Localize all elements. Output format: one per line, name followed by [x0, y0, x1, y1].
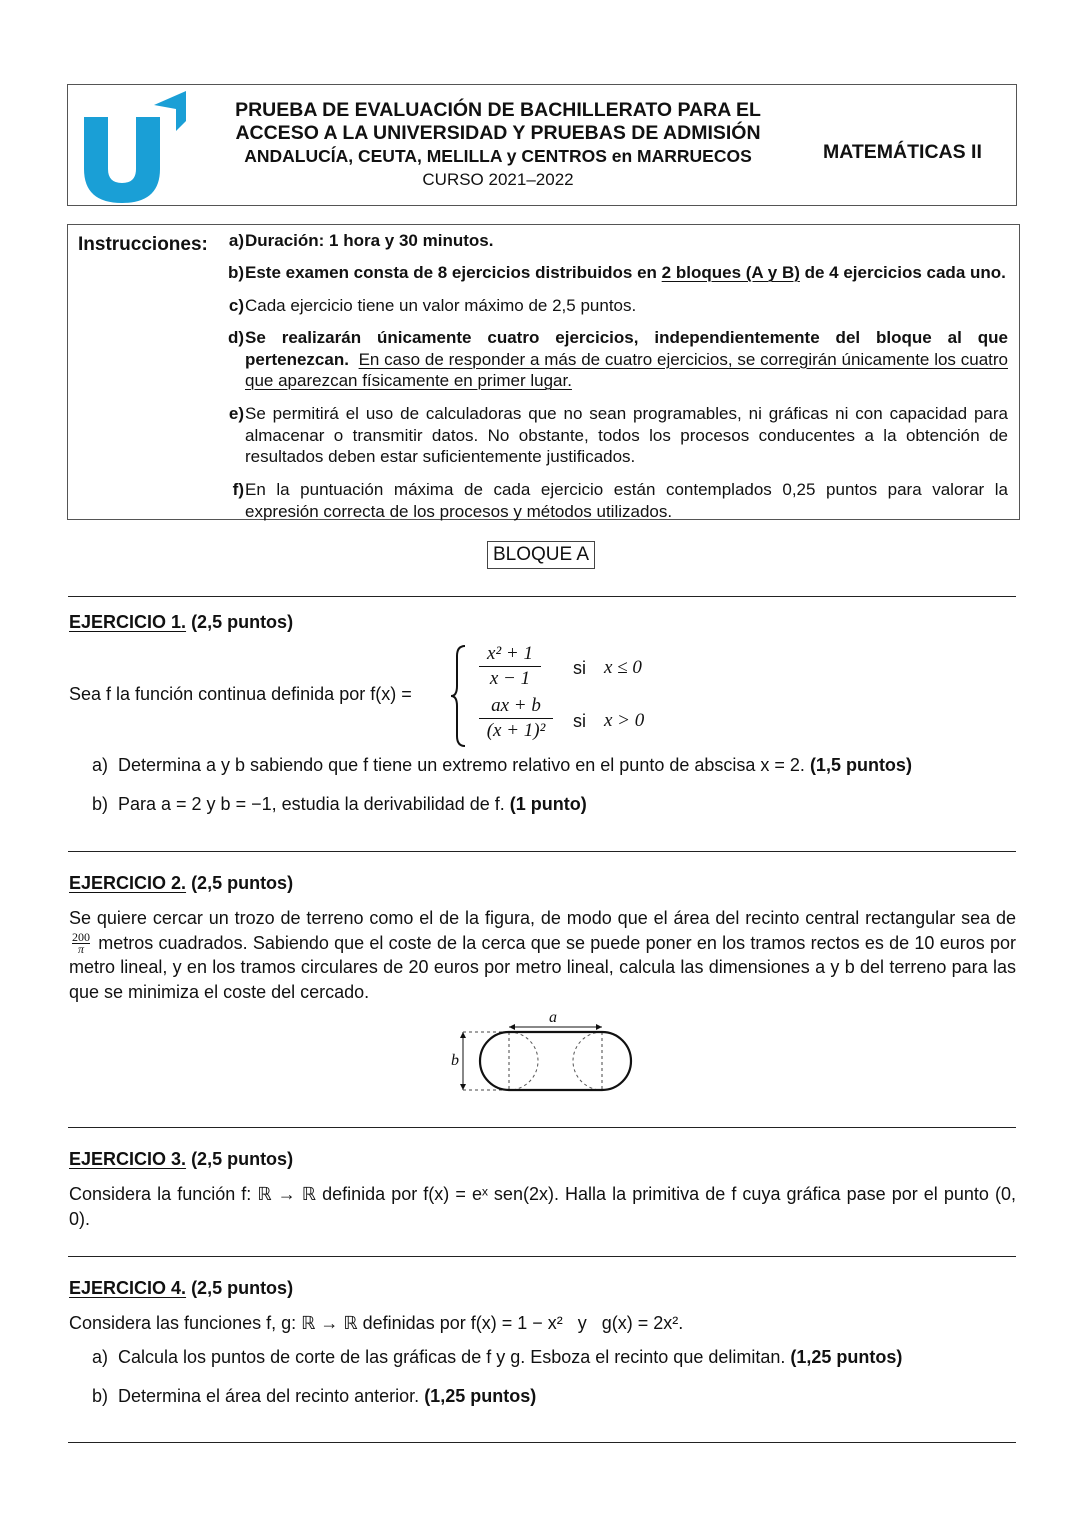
- instruction-text: Duración: 1 hora y 30 minutos.: [245, 231, 494, 250]
- instruction-text: Se permitirá el uso de calculadoras que no sean programables, ni gráficas ni con capacidad para almacenar o transmitir datos. No obstante, todos los procesos conducentes a la obtención de resultados deben estar suficientemente justificados.: [245, 404, 1008, 466]
- title-line-2: ACCESO A LA UNIVERSIDAD Y PRUEBAS DE ADMISIÓN: [235, 122, 761, 144]
- part-label: b): [92, 1386, 109, 1406]
- exercise-number: EJERCICIO 1.: [69, 612, 187, 632]
- numerator: ax + b: [491, 695, 541, 716]
- instruction-text: En la puntuación máxima de cada ejercicio están contemplados 0,25 puntos para valorar la expresión correcta de los procesos y métodos utilizados.: [245, 480, 1008, 521]
- instruction-e: [218, 403, 1008, 468]
- instruction-label: a): [228, 231, 244, 250]
- divider: [68, 1442, 1016, 1443]
- exercise-points: (2,5 puntos): [191, 612, 294, 632]
- instruction-label: f): [232, 480, 244, 499]
- denominator: π: [77, 942, 84, 957]
- statement-pre: Se quiere cercar un trozo de terreno como el de la figura, de modo que el área del recinto central rectangular sea de: [69, 908, 1016, 928]
- instruction-label: b): [227, 263, 244, 282]
- part-label: b): [92, 794, 109, 814]
- part-text: Para a = 2 y b = −1, estudia la derivabilidad de f.: [118, 794, 505, 814]
- instruction-text: [245, 262, 1008, 284]
- instruction-label: d): [227, 328, 244, 347]
- part-points: (1,25 puntos): [790, 1347, 903, 1367]
- left-brace-icon: [449, 644, 469, 748]
- part-text: Determina a y b sabiendo que f tiene un extremo relativo en el punto de abscisa x = 2.: [118, 755, 805, 775]
- part-points: (1,25 puntos): [424, 1386, 537, 1406]
- instruction-c: [218, 295, 1008, 317]
- part-label: a): [92, 755, 109, 775]
- exercise-1-title: [69, 612, 293, 633]
- numerator: x² + 1: [487, 643, 533, 664]
- label-b: b: [451, 1052, 459, 1069]
- numerator: 200: [72, 930, 90, 945]
- part-text: Calcula los puntos de corte de las gráficas de f y g. Esboza el recinto que delimitan.: [118, 1347, 786, 1367]
- title-line-1: PRUEBA DE EVALUACIÓN DE BACHILLERATO PARA EL: [235, 99, 761, 121]
- instructions-label: Instrucciones:: [78, 234, 208, 255]
- part-text: Determina el área del recinto anterior.: [118, 1386, 420, 1406]
- university-logo-icon: [76, 87, 194, 205]
- exercise-points: (2,5 puntos): [191, 873, 294, 893]
- instruction-text: Cada ejercicio tiene un valor máximo de 2,5 puntos.: [245, 296, 637, 315]
- exercise-4-title: [69, 1278, 293, 1299]
- instruction-text-underlined: En caso de responder a más de cuatro ejercicios, se corregirán únicamente los cuatro que aparezcan físicamente en primer lugar.: [245, 349, 1008, 390]
- divider: [68, 596, 1016, 597]
- exercise-4-part-a: [92, 1347, 902, 1368]
- part-points: (1 punto): [509, 794, 587, 814]
- label-a: a: [549, 1009, 557, 1026]
- condition-word: si: [573, 711, 586, 731]
- instruction-f: [218, 479, 1008, 522]
- exercise-number: EJERCICIO 4.: [69, 1278, 187, 1298]
- instruction-label: c): [228, 296, 244, 315]
- condition: x ≤ 0: [604, 657, 642, 678]
- exam-title: [228, 99, 768, 191]
- instruction-text-pre: Este examen consta de 8 ejercicios distribuidos en: [245, 263, 662, 282]
- exercise-2-title: [69, 873, 293, 894]
- condition-word: si: [573, 658, 586, 678]
- instruction-a: [218, 230, 1008, 252]
- exercise-4-part-b: [92, 1386, 536, 1407]
- exercise-points: (2,5 puntos): [191, 1278, 294, 1298]
- piecewise-function: [449, 642, 689, 750]
- instruction-b: [218, 262, 1008, 284]
- instruction-text-bold: Se realizarán únicamente cuatro ejercicios, independientemente del bloque al que pertenezcan.: [245, 328, 1008, 369]
- course-year: CURSO 2021–2022: [422, 170, 574, 189]
- instruction-label: e): [228, 404, 244, 423]
- condition: x > 0: [604, 710, 645, 731]
- divider: [68, 1256, 1016, 1257]
- exercise-3-title: [69, 1149, 293, 1170]
- exercise-1-statement: Sea f la función continua definida por f(x) =: [69, 684, 412, 704]
- statement-post: metros cuadrados. Sabiendo que el coste de la cerca que se puede poner en los tramos rectos es de 10 euros por metro lineal, y en los tramos circulares de 20 euros por metro lineal, calcula las dimensiones a y b del terreno para las que se minimiza el coste del cercado.: [69, 932, 1016, 1002]
- block-label: BLOQUE A: [487, 541, 595, 569]
- divider: [68, 851, 1016, 852]
- instruction-text-post: de 4 ejercicios cada uno.: [799, 263, 1006, 282]
- fence-figure-icon: [445, 1008, 640, 1096]
- exercise-1-part-a: [92, 755, 912, 776]
- instructions-box: [67, 224, 1020, 520]
- part-label: a): [92, 1347, 109, 1367]
- instruction-d: [218, 327, 1008, 392]
- exercise-number: EJERCICIO 3.: [69, 1149, 187, 1169]
- denominator: (x + 1)²: [486, 720, 546, 741]
- exercise-2-statement: [69, 906, 1016, 1004]
- exercise-points: (2,5 puntos): [191, 1149, 294, 1169]
- instruction-text-underlined: 2 bloques (A y B): [661, 263, 800, 282]
- fraction-200-over-pi: [72, 932, 90, 955]
- title-line-3: ANDALUCÍA, CEUTA, MELILLA y CENTROS en MARRUECOS: [244, 146, 752, 166]
- instruction-text: [245, 327, 1008, 392]
- fraction-case-2: [479, 694, 553, 743]
- exercise-number: EJERCICIO 2.: [69, 873, 187, 893]
- exercise-4-statement: Considera las funciones f, g: ℝ → ℝ definidas por f(x) = 1 − x² y g(x) = 2x².: [69, 1313, 684, 1333]
- denominator: x − 1: [489, 668, 531, 689]
- subject-title: MATEMÁTICAS II: [823, 141, 982, 163]
- divider: [68, 1127, 1016, 1128]
- fraction-case-1: [479, 642, 541, 691]
- exercise-1-part-b: [92, 794, 587, 815]
- part-points: (1,5 puntos): [809, 755, 912, 775]
- exercise-3-statement: Considera la función f: ℝ → ℝ definida por f(x) = eˣ sen(2x). Halla la primitiva de f cuya gráfica pase por el punto (0, 0).: [69, 1184, 1016, 1229]
- exam-header: [67, 84, 1017, 206]
